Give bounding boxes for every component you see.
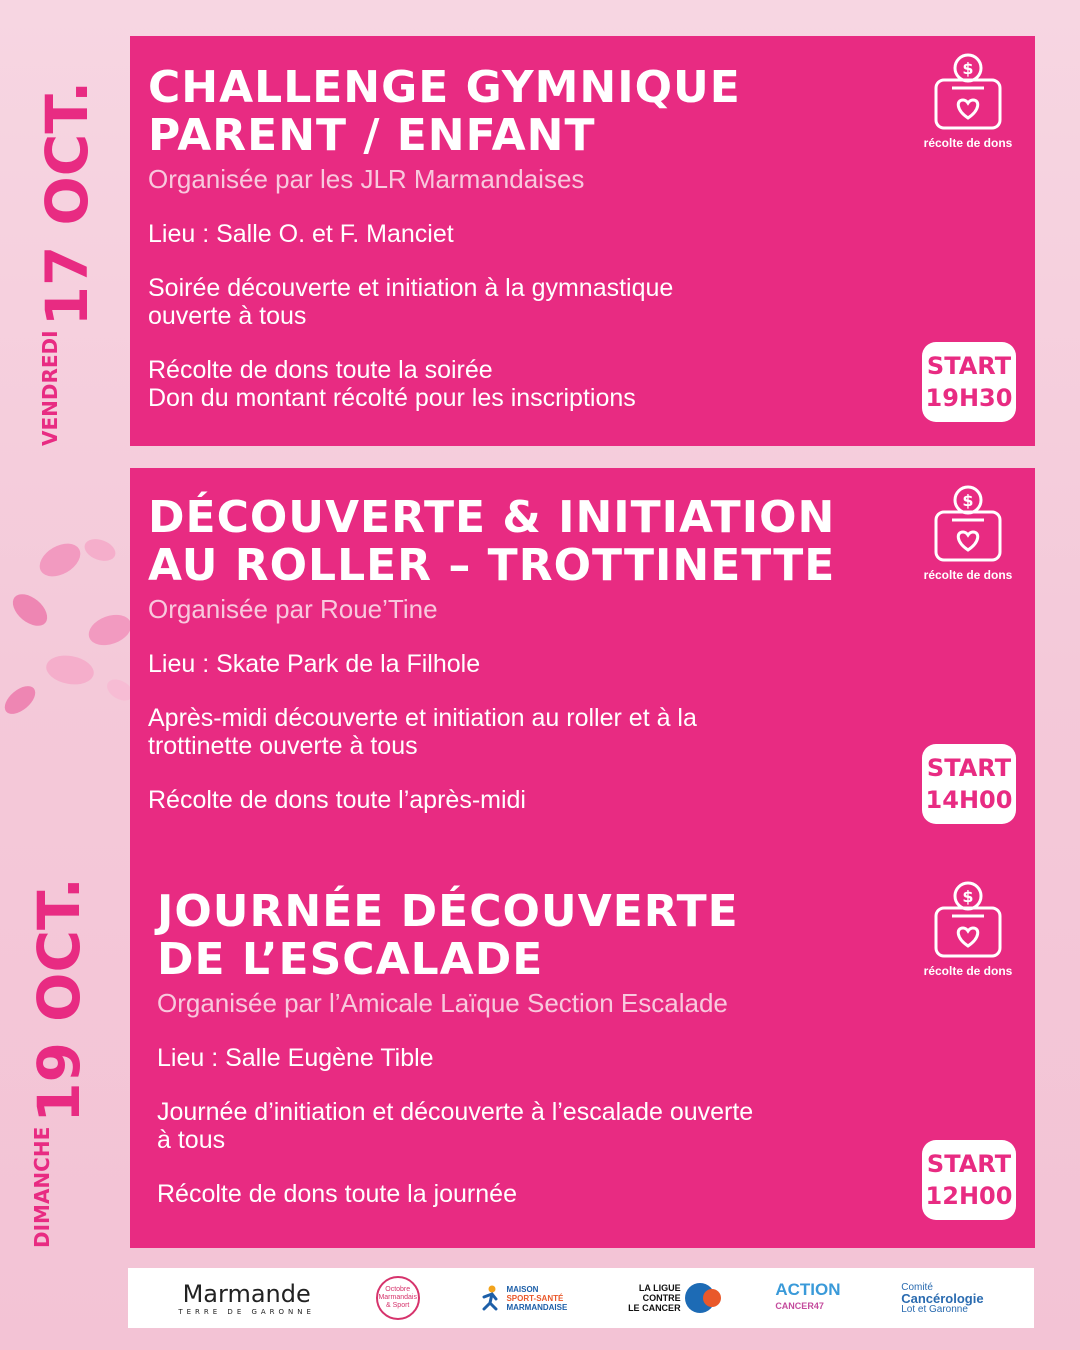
logo-text: SPORT-SANTÉ — [506, 1293, 564, 1303]
ligue-emblem-icon — [685, 1283, 715, 1313]
logo-text: Cancérologie — [901, 1290, 984, 1306]
event-organizer: Organisée par l’Amicale Laïque Section Escalade — [157, 988, 728, 1018]
maison-sport-sante-logo — [480, 1285, 567, 1312]
logo-text: LE CANCER — [628, 1303, 681, 1313]
marmande-logo — [178, 1280, 315, 1316]
ligue-contre-le-cancer-logo — [628, 1283, 715, 1313]
description-line: ouverte à tous — [148, 302, 307, 330]
donation-line: Récolte de dons toute l’après-midi — [148, 786, 526, 814]
event-organizer: Organisée par les JLR Marmandaises — [148, 164, 585, 194]
octobre-marmandais-logo — [376, 1276, 420, 1320]
donation-line: Récolte de dons toute la soirée — [148, 356, 493, 384]
comite-cancerologie-logo — [901, 1282, 983, 1315]
description-line: Après-midi découverte et initiation au roller et à la — [148, 704, 697, 732]
partner-logos-bar — [128, 1268, 1034, 1328]
logo-text: Comité — [901, 1281, 933, 1293]
donation-box-icon — [930, 880, 1006, 960]
event-donation-info — [148, 786, 835, 814]
day-name: VENDREDI — [38, 330, 62, 446]
day-name: DIMANCHE — [30, 1126, 54, 1248]
logo-text: Lot et Garonne — [901, 1303, 968, 1315]
logo-text: Marmande — [182, 1280, 311, 1308]
start-time: 19H30 — [925, 384, 1013, 412]
donation-badge — [920, 484, 1016, 582]
start-time: 14H00 — [925, 786, 1013, 814]
rose-petals-decoration — [0, 520, 140, 730]
event-title-line: AU ROLLER – TROTTINETTE — [148, 540, 836, 591]
donation-label: récolte de dons — [923, 136, 1013, 150]
logo-subtext: TERRE DE GARONNE — [178, 1308, 315, 1316]
event-title-line: PARENT / ENFANT — [148, 110, 596, 161]
donation-line: Don du montant récolté pour les inscriptions — [148, 384, 636, 412]
event-place: Lieu : Salle O. et F. Manciet — [148, 220, 454, 248]
event-roller — [148, 494, 835, 814]
description-line: trottinette ouverte à tous — [148, 732, 418, 760]
logo-text: MARMANDAISE — [506, 1302, 568, 1312]
start-time: 12H00 — [925, 1182, 1013, 1210]
action-cancer47-logo — [775, 1282, 840, 1314]
logo-subtext: CANCER47 — [775, 1301, 824, 1311]
start-label: START — [926, 1150, 1012, 1178]
logo-text: CONTRE — [642, 1293, 681, 1303]
logo-text: Octobre Marmandais & Sport — [378, 1286, 417, 1309]
event-organizer: Organisée par Roue’Tine — [148, 594, 438, 624]
event-title — [148, 494, 835, 590]
donation-box-icon — [930, 484, 1006, 564]
svg-text:$: $ — [962, 491, 974, 510]
date-label-friday — [33, 80, 101, 446]
event-description — [157, 1098, 753, 1154]
event-place: Lieu : Skate Park de la Filhole — [148, 650, 481, 678]
event-gym — [148, 64, 741, 412]
event-title-line: DÉCOUVERTE & INITIATION — [148, 492, 836, 543]
event-card-gym — [130, 36, 1035, 446]
event-donation-info — [148, 356, 741, 412]
logo-text: LA LIGUE — [638, 1283, 681, 1293]
event-place: Lieu : Salle Eugène Tible — [157, 1044, 434, 1072]
donation-badge — [920, 880, 1016, 978]
donation-label: récolte de dons — [923, 964, 1013, 978]
svg-text:$: $ — [962, 887, 974, 906]
event-title-line: JOURNÉE DÉCOUVERTE — [157, 886, 739, 937]
start-time-badge — [922, 744, 1016, 824]
event-title — [148, 64, 741, 160]
day-number: 19 OCT. — [25, 877, 93, 1123]
donation-label: récolte de dons — [923, 568, 1013, 582]
event-title-line: DE L’ESCALADE — [157, 934, 544, 985]
event-title — [157, 888, 753, 984]
start-time-badge — [922, 1140, 1016, 1220]
start-label: START — [926, 754, 1012, 782]
event-description — [148, 274, 741, 330]
event-card-sunday — [130, 468, 1035, 1248]
donation-line: Récolte de dons toute la journée — [157, 1180, 517, 1208]
event-title-line: CHALLENGE GYMNIQUE — [148, 62, 741, 113]
donation-badge — [920, 52, 1016, 150]
description-line: Journée d’initiation et découverte à l’escalade ouverte — [157, 1098, 754, 1126]
event-donation-info — [157, 1180, 753, 1208]
date-label-sunday — [25, 877, 93, 1248]
donation-box-icon — [930, 52, 1006, 132]
start-label: START — [926, 352, 1012, 380]
event-description — [148, 704, 835, 760]
description-line: à tous — [157, 1126, 226, 1154]
day-number: 17 OCT. — [33, 80, 101, 327]
event-escalade — [157, 888, 753, 1208]
logo-text: MAISON — [506, 1284, 539, 1294]
start-time-badge — [922, 342, 1016, 422]
runner-icon — [480, 1285, 502, 1311]
description-line: Soirée découverte et initiation à la gymnastique — [148, 274, 674, 302]
logo-text: ACTION — [775, 1280, 841, 1299]
svg-text:$: $ — [962, 59, 974, 78]
